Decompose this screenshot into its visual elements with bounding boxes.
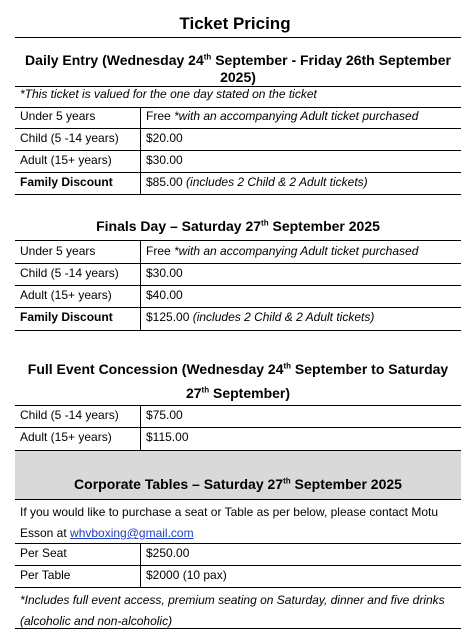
- corporate-heading-part-a: Corporate Tables – Saturday 27: [74, 476, 284, 492]
- divider: [15, 565, 461, 566]
- corporate-intro-line-2: Esson at: [20, 526, 71, 540]
- corporate-heading-part-b: September 2025: [290, 476, 402, 492]
- finals-heading-sup: th: [261, 218, 269, 228]
- value-text: Free: [146, 109, 175, 123]
- corporate-row-label: Per Seat: [20, 546, 67, 560]
- finals-heading-part-b: September 2025: [268, 218, 380, 234]
- divider: [15, 285, 461, 286]
- daily-row-value: $20.00: [146, 131, 183, 145]
- daily-row-value: $30.00: [146, 153, 183, 167]
- divider: [15, 307, 461, 308]
- divider: [15, 263, 461, 264]
- value-note: (includes 2 Child & 2 Adult tickets): [192, 310, 375, 324]
- finals-row-label: Under 5 years: [20, 244, 96, 258]
- daily-heading-part-c: 2025): [220, 69, 256, 85]
- daily-entry-heading: [15, 52, 461, 86]
- corporate-intro-line-1: If you would like to purchase a seat or Table as per below, please contact Motu: [20, 505, 439, 519]
- concession-heading-part-a: Full Event Concession (Wednesday 24: [27, 361, 284, 377]
- concession-row-value: $115.00: [146, 430, 189, 444]
- concession-row-label: Child (5 -14 years): [20, 408, 119, 422]
- divider: [15, 128, 461, 129]
- concession-row-value: $75.00: [146, 408, 183, 422]
- finals-row-value: [146, 244, 418, 259]
- corporate-heading-sup: th: [283, 476, 291, 486]
- value-note: *with an accompanying Adult ticket purchased: [174, 244, 419, 258]
- contact-email-link[interactable]: whvboxing@gmail.com: [70, 526, 194, 540]
- concession-heading-sup: th: [283, 361, 292, 371]
- daily-heading-part-b: September - Friday 26th September: [211, 52, 451, 68]
- value-note: *with an accompanying Adult ticket purchased: [174, 109, 419, 123]
- daily-row-label: Child (5 -14 years): [20, 131, 119, 145]
- divider: [15, 405, 461, 406]
- divider: [15, 107, 461, 108]
- divider: [15, 587, 461, 588]
- divider: [15, 240, 461, 241]
- finals-row-value: $40.00: [146, 288, 183, 302]
- column-divider: [140, 240, 141, 330]
- value-text: $125.00: [146, 310, 193, 324]
- finals-row-label: Child (5 -14 years): [20, 266, 119, 280]
- value-note: (includes 2 Child & 2 Adult tickets): [186, 175, 368, 189]
- corporate-footnote-line-2: (alcoholic and non-alcoholic): [20, 614, 173, 628]
- concession-heading-part-c: 27: [185, 385, 202, 401]
- divider: [15, 628, 461, 629]
- daily-row-label: Family Discount: [20, 175, 113, 189]
- corporate-footnote: [20, 590, 445, 632]
- corporate-row-value: $2000 (10 pax): [146, 568, 227, 582]
- corporate-intro: [20, 502, 438, 544]
- daily-heading-sup: th: [203, 52, 212, 62]
- corporate-row-label: Per Table: [20, 568, 71, 582]
- column-divider: [140, 543, 141, 587]
- finals-heading-part-a: Finals Day – Saturday 27: [96, 218, 262, 234]
- daily-note: *This ticket is valued for the one day stated on the ticket: [20, 87, 317, 101]
- daily-row-label: Adult (15+ years): [20, 153, 112, 167]
- divider: [15, 499, 461, 500]
- divider: [15, 427, 461, 428]
- concession-heading-part-b: September to Saturday: [291, 361, 449, 377]
- daily-row-label: Under 5 years: [20, 109, 96, 123]
- finals-row-label: Adult (15+ years): [20, 288, 112, 302]
- concession-row-label: Adult (15+ years): [20, 430, 112, 444]
- divider: [15, 330, 461, 331]
- concession-heading: [15, 357, 461, 405]
- divider: [15, 194, 461, 195]
- daily-row-value: [146, 109, 418, 124]
- divider: [15, 172, 461, 173]
- daily-row-value: [146, 175, 368, 190]
- finals-row-value: [146, 310, 374, 325]
- corporate-heading: [15, 476, 461, 493]
- divider: [15, 37, 461, 38]
- finals-day-heading: [15, 218, 461, 235]
- finals-row-label: Family Discount: [20, 310, 113, 324]
- value-text: Free: [146, 244, 175, 258]
- corporate-footnote-line-1: *Includes full event access, premium seating on Saturday, dinner and five drinks: [20, 593, 445, 607]
- page-title: Ticket Pricing: [179, 14, 291, 33]
- value-text: $85.00: [146, 175, 187, 189]
- column-divider: [140, 405, 141, 450]
- column-divider: [140, 107, 141, 194]
- daily-heading-part-a: Daily Entry (Wednesday 24: [25, 52, 204, 68]
- concession-heading-sup-2: th: [201, 385, 210, 395]
- finals-row-value: $30.00: [146, 266, 183, 280]
- divider: [15, 543, 461, 544]
- divider: [15, 150, 461, 151]
- corporate-row-value: $250.00: [146, 546, 190, 560]
- divider: [15, 450, 461, 451]
- concession-heading-part-d: September): [209, 385, 291, 401]
